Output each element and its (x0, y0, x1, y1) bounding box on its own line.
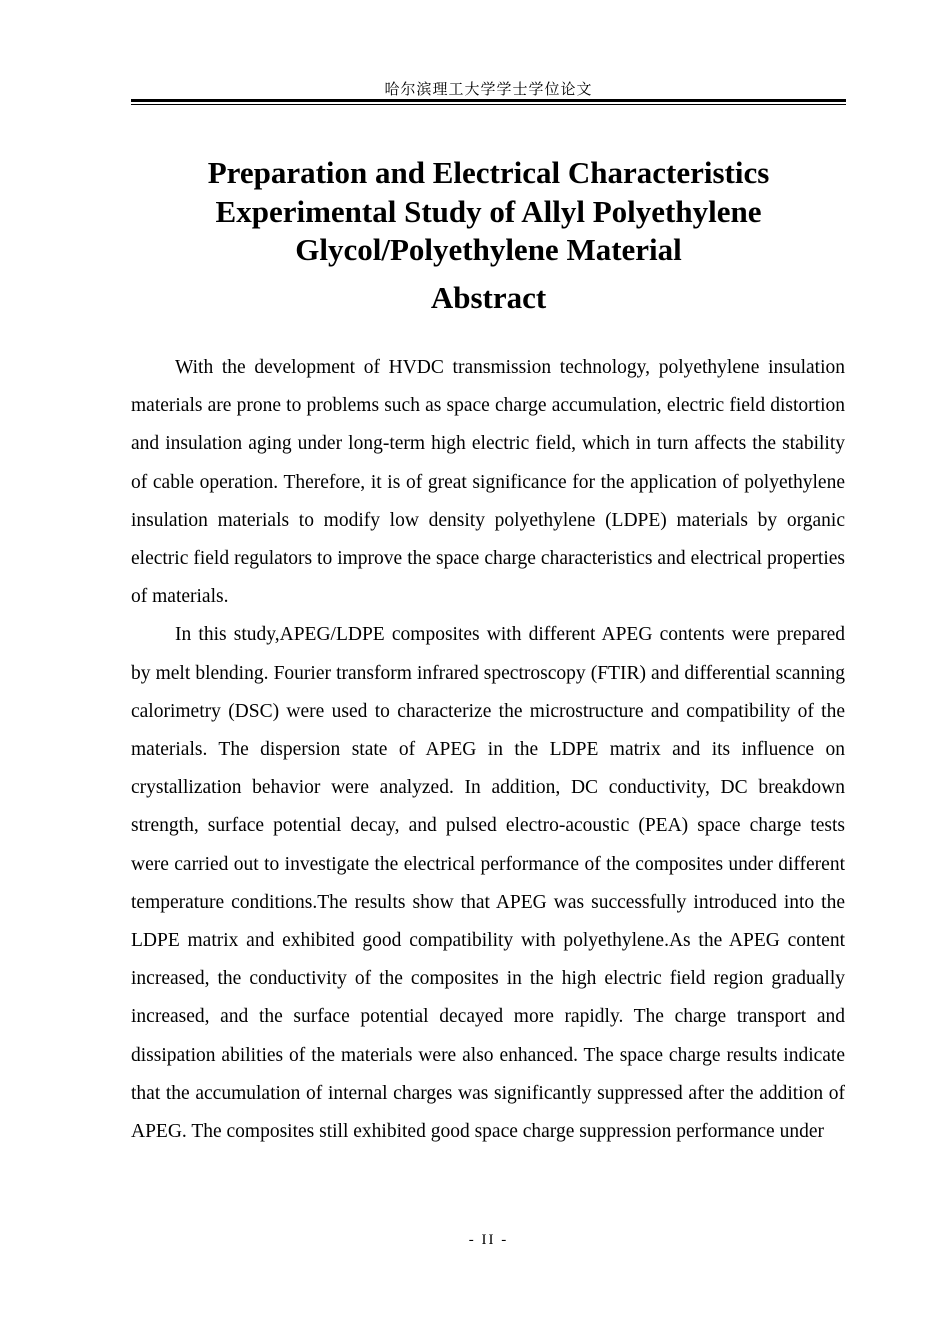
abstract-paragraph-2: In this study,APEG/LDPE composites with different APEG contents were prepared by melt blending. Fourier transform infrared spectroscopy (FTIR) and differential scanning calorimetry (DSC) were used to characterize the microstructure and compatibility of the materials. The dispersion state of APEG in the LDPE matrix and its influence on crystallization behavior were analyzed. In addition, DC conductivity, DC breakdown strength, surface potential decay, and pulsed electro-acoustic (PEA) space charge tests were carried out to investigate the electrical performance of the composites under different temperature conditions.The results show that APEG was successfully introduced into the LDPE matrix and exhibited good compatibility with polyethylene.As the APEG content increased, the conductivity of the composites in the high electric field region gradually increased, and the surface potential decayed more rapidly. The charge transport and dissipation abilities of the materials were also enhanced. The space charge results indicate that the accumulation of internal charges was significantly suppressed after the addition of APEG. The composites still exhibited good space charge suppression performance under (131, 624, 845, 1143)
abstract-body (131, 349, 845, 1151)
page-number: - II - (468, 1232, 509, 1248)
abstract-heading: Abstract (430, 280, 547, 315)
header-rule-thick (131, 99, 846, 102)
header-rule-thin (131, 104, 846, 105)
running-header: 哈尔滨理工大学学士学位论文 (384, 82, 593, 98)
abstract-paragraph-1: With the development of HVDC transmission technology, polyethylene insulation materials are prone to problems such as space charge accumulation, electric field distortion and insulation aging under long-term high electric field, which in turn affects the stability of cable operation. Therefore, it is of great significance for the application of polyethylene insulation materials to modify low density polyethylene (LDPE) materials by organic electric field regulators to improve the space charge characteristics and electrical properties of materials. (131, 357, 845, 608)
thesis-title: Preparation and Electrical Characteristics Experimental Study of Allyl Polyethylene Glycol/Polyethylene Material (207, 155, 770, 267)
